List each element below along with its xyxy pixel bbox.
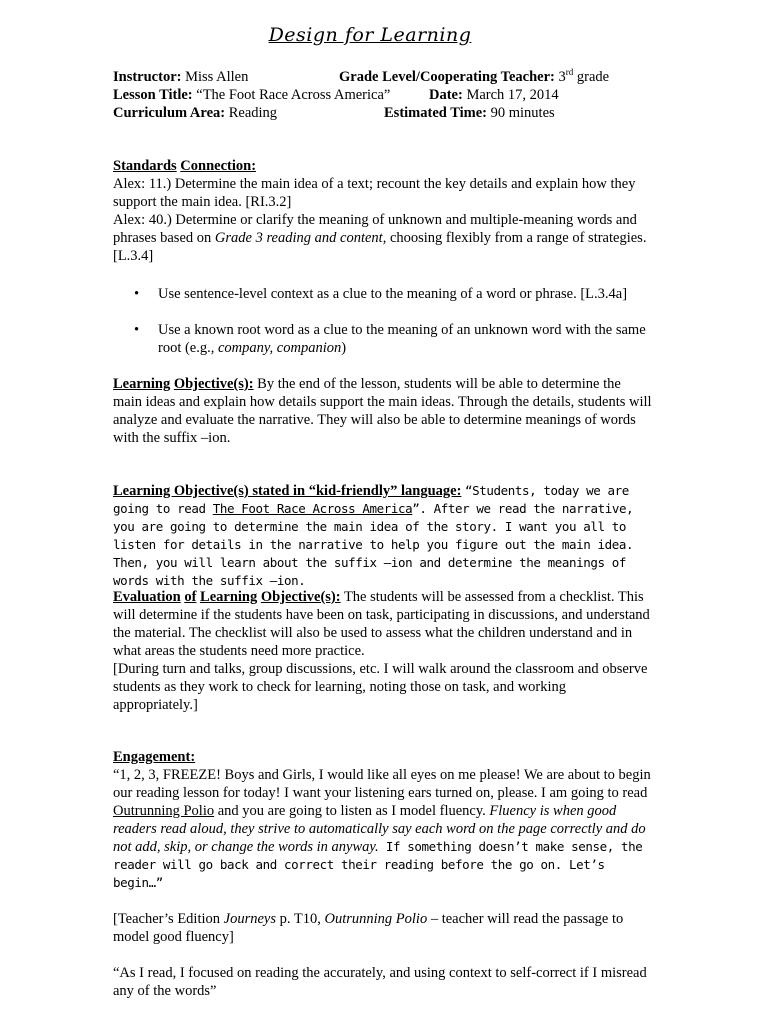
area-value: Reading: [228, 105, 278, 121]
standards-section: [113, 157, 653, 265]
evaluation-text: The students will be assessed from a checklist. This will determine if the students have been on task, participating in discussions, and understand the material. The checklist will also be used to assess what the children understand and in what areas the students need more practice.: [113, 589, 650, 659]
grade-line: [339, 68, 609, 86]
time-value: 90 minutes: [490, 105, 555, 121]
lesson-line: [113, 86, 390, 104]
evaluation-note: [During turn and talks, group discussions, etc. I will walk around the classroom and observe students as they work to check for learning, noting those on task, and working appropriately.]: [113, 661, 648, 713]
list-item: • Use a known root word as a clue to the meaning of an unknown word with the same root (e.g., company, companion): [134, 322, 646, 356]
grade-value: 3rd grade: [558, 67, 610, 85]
engagement-heading: Engagement:: [113, 749, 196, 765]
lesson-value: “The Foot Race Across America”: [196, 87, 391, 103]
lesson-label: Lesson Title:: [113, 87, 193, 103]
kid-friendly-section: Learning Objective(s) stated in “kid-friendly” language: “Students, today we are going to read The Foot Race Across America”. After we read the narrative, you are going to determine the main idea of the story. I want you all to listen for details in the narrative to help you figure out the main idea. Then, you will learn about the suffix –ion and determine the meanings of words with the suffix –ion.: [113, 483, 634, 588]
instructor-value: Miss Allen: [185, 69, 249, 85]
standard-l34: Alex: 40.) Determine or clarify the meaning of unknown and multiple-meaning words and phrases based on Grade 3 reading and content, choosing flexibly from a range of strategies. [L.3.4]: [113, 212, 647, 264]
standards-bullets-2: [113, 321, 653, 357]
objectives-heading: Learning: [113, 376, 171, 392]
engagement-quote: “As I read, I focused on reading the accurately, and using context to self-correct if I misread any of the words”: [113, 965, 647, 999]
engagement-section: [113, 748, 653, 1000]
time-label: Estimated Time:: [384, 105, 487, 121]
kid-friendly-heading: Learning Objective(s) stated in “kid-friendly” language:: [113, 483, 462, 499]
standard-ri32: Alex: 11.) Determine the main idea of a text; recount the key details and explain how they support the main idea. [RI.3.2]: [113, 176, 636, 210]
area-label: Curriculum Area:: [113, 105, 226, 121]
area-line: [113, 104, 277, 122]
date-line: [429, 86, 559, 104]
grade-label: Grade Level/Cooperating Teacher:: [339, 69, 555, 85]
bullet-icon: •: [134, 322, 140, 338]
evaluation-section: Evaluation of Learning Objective(s): The students will be assessed from a checklist. This will determine if the students have been on task, participating in discussions, and understand the material. The checklist will also be used to assess what the children understand and in what areas the students need more practice. [During turn and talks, group discussions, etc. I will walk around the classroom and observe students as they work to check for learning, noting those on task, and working appropriately.]: [113, 588, 653, 714]
instructor-line: [113, 68, 248, 86]
bullet-icon: •: [134, 286, 140, 302]
instructor-label: Instructor:: [113, 69, 182, 85]
evaluation-heading: Evaluation: [113, 589, 181, 605]
book-title: The Foot Race Across America: [212, 501, 413, 516]
document-title: Design for Learning: [268, 24, 472, 46]
objectives-text: By the end of the lesson, students will be able to determine the main ideas and explain how details support the main ideas. Through the details, students will analyze and evaluate the narrative. They will also be able to determine meanings of words with the suffix –ion.: [113, 376, 652, 446]
date-value: March 17, 2014: [466, 87, 559, 103]
engagement-book-title: Outrunning Polio: [113, 803, 215, 819]
list-item: • Use sentence-level context as a clue to the meaning of a word or phrase. [L.3.4a]: [134, 286, 628, 302]
engagement-script: “1, 2, 3, FREEZE! Boys and Girls, I would like all eyes on me please! We are about to begin our reading lesson for today! I want your listening ears turned on, please. I am going to read Outrunning Polio and you are going to listen as I model fluency. Fluency is when good readers read aloud, they strive to automatically say each word on the page correctly and do not add, skip, or change the words in anyway. If something doesn’t make sense, the reader will go back and correct their reading before the go on. Let’s begin…”: [113, 767, 651, 890]
engagement-note: [Teacher’s Edition Journeys p. T10, Outrunning Polio – teacher will read the passage to model good fluency]: [113, 911, 624, 945]
standards-heading: Standards Connection:: [113, 158, 257, 174]
standards-bullets: [113, 285, 653, 303]
objectives-section: Learning Objective(s): By the end of the lesson, students will be able to determine the main ideas and explain how details support the main ideas. Through the details, students will analyze and evaluate the narrative. They will also be able to determine meanings of words with the suffix –ion.: [113, 376, 652, 446]
time-line: [384, 104, 555, 122]
date-label: Date:: [429, 87, 463, 103]
